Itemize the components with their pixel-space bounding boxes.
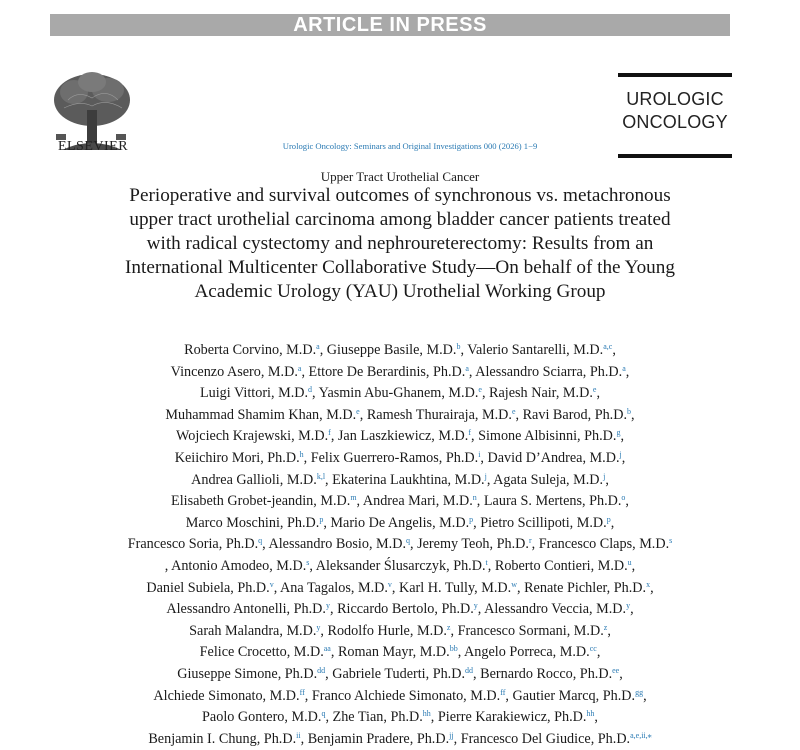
author-line: Felice Crocetto, M.D.$^{aa}$, Roman Mayr, M.D.$^{bb}$, Angelo Porreca, M.D.$^{cc}$, [199,644,601,661]
author-name: Marco Moschini, Ph.D. [185,514,320,531]
author-name: Rajesh Nair, M.D. [489,385,593,402]
author-line: Roberta Corvino, M.D.$^a$, Giuseppe Basile, M.D.$^b$, Valerio Santarelli, M.D.$^{a,c}$, [184,342,616,358]
affiliation-link[interactable]: q [406,536,411,546]
author-line: Wojciech Krajewski, M.D.$^f$, Jan Laszkiewicz, M.D.$^f$, Simone Albisinni, Ph.D.$^g$, [176,428,624,445]
affiliation-link[interactable]: p [469,514,474,524]
affiliation-link[interactable]: ff [500,687,506,697]
affiliation-link[interactable]: m [350,493,357,503]
author-line: Francesco Soria, Ph.D.$^q$, Alessandro Bosio, M.D.$^q$, Jeremy Teoh, Ph.D.$^r$, Francesco Claps, M.D.$^s$ [127,536,673,553]
author-name: Angelo Porreca, M.D. [464,644,590,661]
affiliation-link[interactable]: y [626,601,631,611]
author-name: Aleksander Ślusarczyk, Ph.D. [315,557,486,574]
author-name: Jan Laszkiewicz, M.D. [337,428,469,445]
author-line: Daniel Subiela, Ph.D.$^v$, Ana Tagalos, M.D.$^v$, Karl H. Tully, M.D.$^w$, Renate Pichler, Ph.D.$^x$, [146,579,654,596]
affiliation-link[interactable]: e [511,406,516,416]
title-line: Academic Urology (YAU) Urothelial Working Group [194,281,606,302]
author-line: Keiichiro Mori, Ph.D.$^h$, Felix Guerrero-Ramos, Ph.D.$^i$, David D’Andrea, M.D.$^j$, [174,449,626,466]
author-name: Alessandro Sciarra, Ph.D. [475,363,623,380]
affiliation-link[interactable]: v [387,579,392,589]
affiliation-link[interactable]: d [308,385,313,395]
author-name: Bernardo Rocco, Ph.D. [480,665,613,682]
title-line: with radical cystectomy and nephroureterectomy: Results from an [146,233,654,254]
author-name: Alessandro Bosio, M.D. [268,536,407,553]
author-name: David D’Andrea, M.D. [487,449,620,466]
affiliation-link[interactable]: a,e,ii,⁎ [630,730,652,740]
author-name: Laura S. Mertens, Ph.D. [483,493,622,510]
affiliation-link[interactable]: k,l [316,471,326,481]
title-line: Perioperative and survival outcomes of synchronous vs. metachronous [129,185,671,206]
author-name: Alessandro Antonelli, Ph.D. [166,601,326,618]
affiliation-link[interactable]: dd [465,665,474,675]
author-list [40,340,760,750]
author-name: Giuseppe Basile, M.D. [326,342,457,358]
affiliation-link[interactable]: b [627,406,632,416]
author-line: Elisabeth Grobet-jeandin, M.D.$^m$, Andrea Mari, M.D.$^n$, Laura S. Mertens, Ph.D.$^o$, [171,493,629,510]
author-line: Giuseppe Simone, Ph.D.$^{dd}$, Gabriele Tuderti, Ph.D.$^{dd}$, Bernardo Rocco, Ph.D.$^{ee}$, [177,665,623,682]
author-name: Mario De Angelis, M.D. [330,514,470,531]
affiliation-link[interactable]: a,c [603,342,613,351]
author-name: Agata Suleja, M.D. [493,471,604,488]
author-line: Benjamin I. Chung, Ph.D.$^{ii}$, Benjamin Pradere, Ph.D.$^{jj}$, Francesco Del Giudice, Ph.D.$^{a,e,ii,⁎}$ [148,730,652,747]
author-name: Gabriele Tuderti, Ph.D. [332,665,466,682]
affiliation-link[interactable]: s [669,536,673,546]
affiliation-link[interactable]: b [456,342,461,351]
article-section: Upper Tract Urothelial Cancer [320,169,480,184]
title-line: upper tract urothelial carcinoma among bladder cancer patients treated [129,209,671,230]
author-line: Andrea Gallioli, M.D.$^{k,l}$, Ekaterina Laukhtina, M.D.$^j$, Agata Suleja, M.D.$^j$, [191,471,609,488]
author-name: Sarah Malandra, M.D. [189,622,317,639]
journal-rule-bottom [618,154,732,158]
publisher-name: ELSEVIER [57,139,129,154]
author-name: Renate Pichler, Ph.D. [524,579,647,596]
author-name: Roberta Corvino, M.D. [184,342,317,358]
affiliation-link[interactable]: gg [635,687,644,697]
author-name: Zhe Tian, Ph.D. [332,709,423,726]
author-name: Pietro Scillipoti, M.D. [480,514,607,531]
author-name: Ramesh Thurairaja, M.D. [366,406,512,423]
author-line: Alessandro Antonelli, Ph.D.$^y$, Riccardo Bertolo, Ph.D.$^y$, Alessandro Veccia, M.D.$^y$, [166,601,634,618]
affiliation-link[interactable]: u [627,557,632,567]
journal-citation-link[interactable]: Urologic Oncology: Seminars and Original Investigations 000 (2026) 1−9 [282,141,538,151]
journal-name-line2: ONCOLOGY [622,112,728,132]
author-line: Luigi Vittori, M.D.$^d$, Yasmin Abu-Ghanem, M.D.$^e$, Rajesh Nair, M.D.$^e$, [199,385,600,402]
author-name: Ravi Barod, Ph.D. [522,406,628,423]
author-name: , Antonio Amodeo, M.D. [164,557,307,574]
affiliation-link[interactable]: y [473,601,478,611]
affiliation-link[interactable]: a [465,363,469,373]
author-name: Benjamin I. Chung, Ph.D. [148,730,297,747]
author-name: Simone Albisinni, Ph.D. [478,428,617,445]
journal-name [618,88,732,134]
affiliation-link[interactable]: ee [612,665,620,675]
affiliation-link[interactable]: a [622,363,626,373]
author-name: Jeremy Teoh, Ph.D. [417,536,529,553]
affiliation-link[interactable]: y [316,622,321,632]
affiliation-link[interactable]: dd [317,665,326,675]
affiliation-link[interactable]: i [478,449,481,459]
author-line: Sarah Malandra, M.D.$^y$, Rodolfo Hurle, M.D.$^z$, Francesco Sormani, M.D.$^z$, [189,622,611,639]
author-line: Paolo Gontero, M.D.$^q$, Zhe Tian, Ph.D.$^{hh}$, Pierre Karakiewicz, Ph.D.$^{hh}$, [202,709,598,726]
author-name: Felix Guerrero-Ramos, Ph.D. [310,449,479,466]
author-name: Karl H. Tully, M.D. [399,579,512,596]
author-name: Felice Crocetto, M.D. [199,644,324,661]
author-name: Daniel Subiela, Ph.D. [146,579,270,596]
journal-rule-top [618,73,732,77]
author-name: Keiichiro Mori, Ph.D. [174,449,300,466]
affiliation-link[interactable]: z [446,622,451,632]
affiliation-link[interactable]: s [306,557,310,567]
affiliation-link[interactable]: cc [589,644,597,654]
author-name: Ekaterina Laukhtina, M.D. [332,471,485,488]
author-name: Alchiede Simonato, M.D. [153,687,300,704]
author-name: Giuseppe Simone, Ph.D. [177,665,318,682]
author-name: Muhammad Shamim Khan, M.D. [165,406,357,423]
affiliation-link[interactable]: q [321,709,326,719]
author-name: Ettore De Berardinis, Ph.D. [308,363,466,380]
affiliation-link[interactable]: jj [449,730,454,740]
affiliation-link[interactable]: a [316,342,320,351]
affiliation-link[interactable]: aa [323,644,331,654]
affiliation-link[interactable]: z [603,622,608,632]
article-title [40,184,760,304]
affiliation-link[interactable]: x [646,579,651,589]
author-name: Gautier Marcq, Ph.D. [512,687,636,704]
affiliation-link[interactable]: hh [586,709,595,719]
affiliation-link[interactable]: w [511,579,517,589]
author-name: Rodolfo Hurle, M.D. [327,622,447,639]
affiliation-link[interactable]: a [297,363,302,373]
affiliation-link[interactable]: r [528,536,532,546]
affiliation-link[interactable]: e [592,385,597,395]
affiliation-link[interactable]: e [478,385,482,395]
affiliation-link[interactable]: j [484,471,487,481]
author-name: Vincenzo Asero, M.D. [170,363,298,380]
affiliation-link[interactable]: o [621,493,626,503]
author-name: Roman Mayr, M.D. [337,644,450,661]
title-line: International Multicenter Collaborative Study—On behalf of the Young [125,257,675,278]
author-name: Benjamin Pradere, Ph.D. [307,730,450,747]
affiliation-link[interactable]: f [468,428,471,438]
journal-name-line1: UROLOGIC [626,89,724,109]
affiliation-link[interactable]: q [258,536,263,546]
affiliation-link[interactable]: g [616,428,621,438]
author-name: Ana Tagalos, M.D. [280,579,388,596]
author-name: Franco Alchiede Simonato, M.D. [311,687,501,704]
affiliation-link[interactable]: p [606,514,611,524]
affiliation-link[interactable]: j [603,471,606,481]
affiliation-link[interactable]: e [356,406,360,416]
author-name: Paolo Gontero, M.D. [202,709,322,726]
author-line: , Antonio Amodeo, M.D.$^s$, Aleksander Ślusarczyk, Ph.D.$^t$, Roberto Contieri, M.D.$^u$, [164,557,636,574]
affiliation-link[interactable]: v [269,579,274,589]
author-name: Andrea Mari, M.D. [362,493,473,510]
affiliation-link[interactable]: y [325,601,330,611]
author-line: Alchiede Simonato, M.D.$^{ff}$, Franco Alchiede Simonato, M.D.$^{ff}$, Gautier Marcq, Ph.D.$^{gg}$, [153,687,647,704]
affiliation-link[interactable]: ii [296,730,301,740]
author-name: Francesco Claps, M.D. [538,536,670,553]
author-line: Muhammad Shamim Khan, M.D.$^e$, Ramesh Thurairaja, M.D.$^e$, Ravi Barod, Ph.D.$^b$, [165,406,635,423]
affiliation-link[interactable]: hh [422,709,431,719]
author-name: Riccardo Bertolo, Ph.D. [337,601,474,618]
affiliation-link[interactable]: t [485,557,488,567]
author-name: Yasmin Abu-Ghanem, M.D. [318,385,479,402]
affiliation-link[interactable]: p [319,514,324,524]
author-name: Francesco Del Giudice, Ph.D. [460,730,631,747]
author-name: Francesco Soria, Ph.D. [127,536,259,553]
author-name: Wojciech Krajewski, M.D. [176,428,329,445]
author-name: Roberto Contieri, M.D. [494,557,628,574]
article-in-press-banner: ARTICLE IN PRESS [50,14,730,36]
author-name: Alessandro Veccia, M.D. [484,601,627,618]
author-name: Andrea Gallioli, M.D. [191,471,317,488]
affiliation-link[interactable]: bb [449,644,458,654]
affiliation-link[interactable]: j [619,449,622,459]
affiliation-link[interactable]: f [328,428,331,438]
author-name: Pierre Karakiewicz, Ph.D. [437,709,587,726]
author-name: Luigi Vittori, M.D. [199,385,309,402]
affiliation-link[interactable]: h [299,449,304,459]
author-line: Marco Moschini, Ph.D.$^p$, Mario De Angelis, M.D.$^p$, Pietro Scillipoti, M.D.$^p$, [185,514,615,531]
author-name: Francesco Sormani, M.D. [457,622,604,639]
author-name: Valerio Santarelli, M.D. [467,342,604,358]
affiliation-link[interactable]: ff [299,687,305,697]
author-line: Vincenzo Asero, M.D.$^a$, Ettore De Berardinis, Ph.D.$^a$, Alessandro Sciarra, Ph.D.$^a$, [170,363,630,380]
affiliation-link[interactable]: n [472,493,477,503]
author-name: Elisabeth Grobet-jeandin, M.D. [171,493,351,510]
